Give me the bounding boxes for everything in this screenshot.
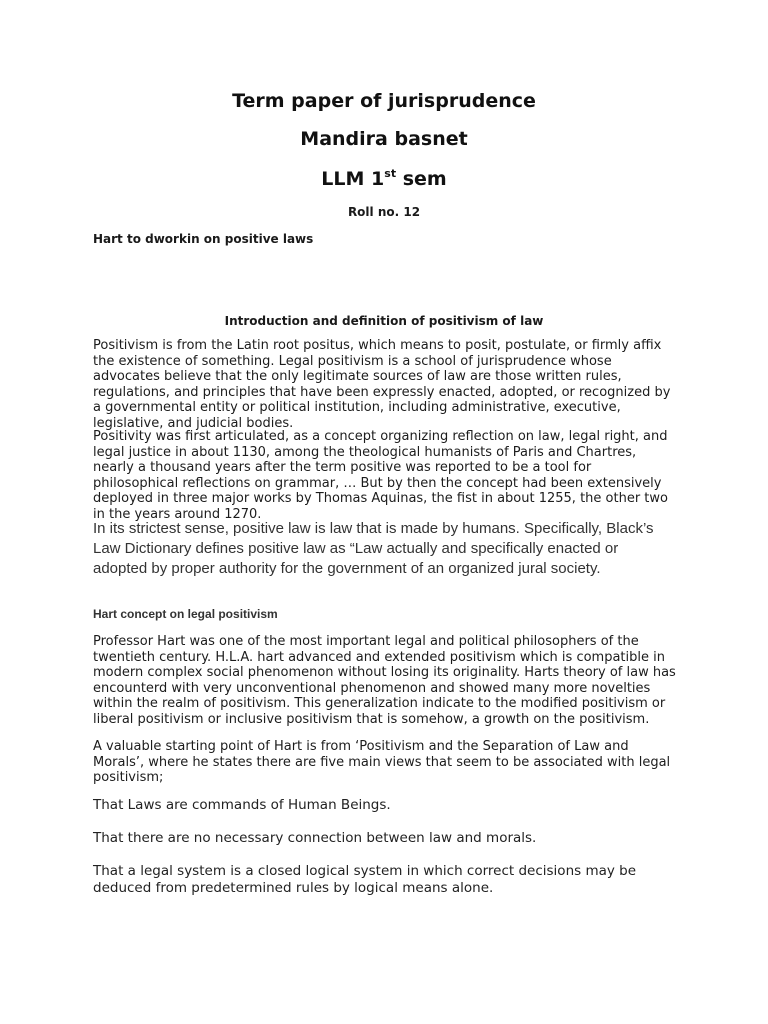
course-line (0, 167, 768, 190)
roll-number: Roll no. 12 (347, 205, 421, 219)
course-semester: sem (396, 168, 447, 190)
section-heading-hart: Hart concept on legal positivism (93, 607, 278, 621)
course-ordinal-suffix: st (384, 167, 397, 180)
paragraph-hart-starting-point: A valuable starting point of Hart is from ‘Positivism and the Separation of Law and Morals’, where he states there are five main views that seem to be associated with legal positivism; (93, 739, 671, 786)
paper-subject: Hart to dworkin on positive laws (93, 232, 314, 246)
view-item: That Laws are commands of Human Beings. (93, 797, 391, 813)
view-item: That there are no necessary connection between law and morals. (93, 830, 537, 846)
course-name: LLM 1 (321, 168, 385, 190)
document-title: Term paper of jurisprudence (232, 90, 536, 112)
paragraph-positivity-history: Positivity was first articulated, as a concept organizing reflection on law, legal right, and legal justice in about 1130, among the theological humanists of Paris and Chartres, nearly a thousand years after the term positive was reported to be a tool for philosophical reflections on grammar, … But by then the concept had been extensively deployed in three major works by Thomas Aquinas, the fist in about 1255, the other two in the years around 1270. (93, 429, 668, 522)
paragraph-professor-hart: Professor Hart was one of the most important legal and political philosophers of the twentieth century. H.L.A. hart advanced and extended positivism which is compatible in modern complex social phenomenon without losing its originality. Harts theory of law has encounterd with very unconventional phenomenon and showed many more novelties within the realm of positivism. This generalization indicate to the modified positivism or liberal positivism or inclusive positivism that is somehow, a growth on the positivism. (93, 634, 676, 727)
author-name: Mandira basnet (300, 128, 468, 150)
paragraph-positive-law-sense: In its strictest sense, positive law is law that is made by humans. Specifically, Black’s Law Dictionary defines positive law as “Law actually and specifically enacted or adopted by proper authority for the government of an organized jural society. (93, 520, 654, 577)
paragraph-positivism-definition: Positivism is from the Latin root positus, which means to posit, postulate, or firmly affix the existence of something. Legal positivism is a school of jurisprudence whose advocates believe that the only legitimate sources of law are those written rules, regulations, and principles that have been expressly enacted, adopted, or recognized by a governmental entity or political institution, including administrative, executive, legislative, and judicial bodies. (93, 338, 671, 431)
section-heading-introduction: Introduction and definition of positivism of law (224, 314, 544, 328)
view-item: That a legal system is a closed logical system in which correct decisions may be deduced from predetermined rules by logical means alone. (93, 863, 637, 896)
